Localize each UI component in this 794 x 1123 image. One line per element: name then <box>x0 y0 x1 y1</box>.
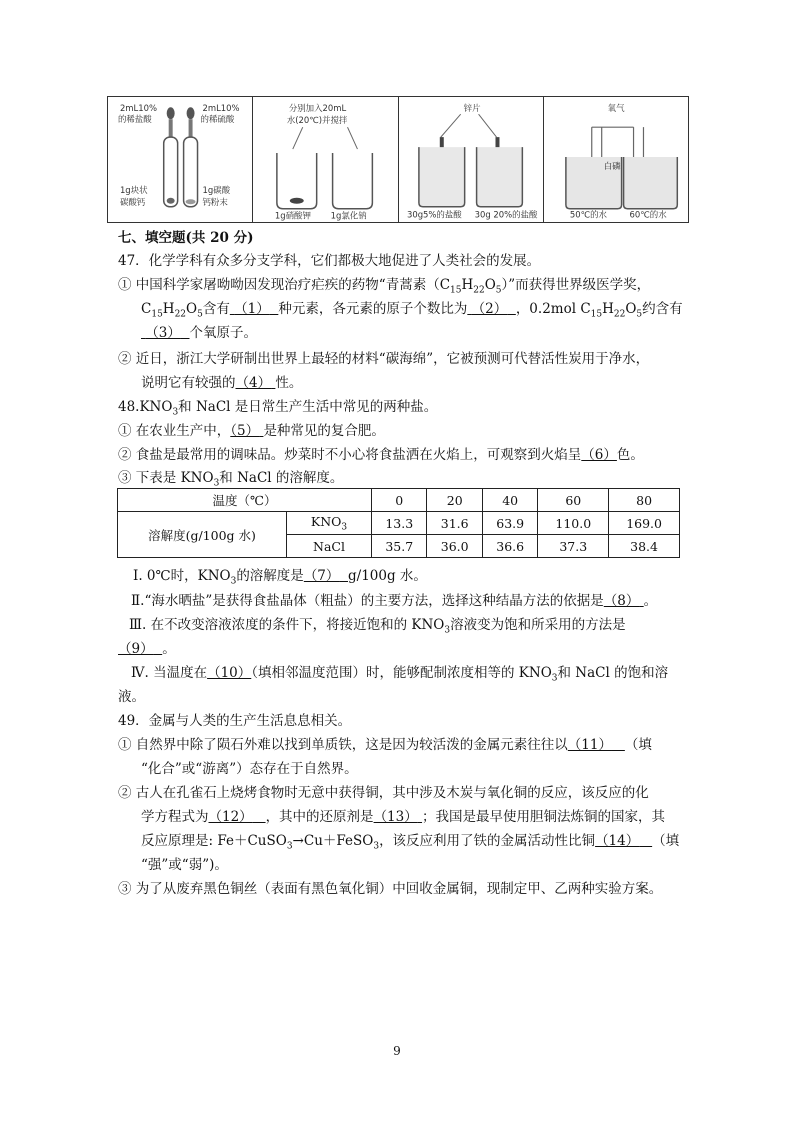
temp-cell: 40 <box>482 489 537 512</box>
q47-sub: 22 <box>473 285 485 296</box>
q48-part2 <box>118 446 644 464</box>
fig3-label-top: 锌片 <box>463 103 481 114</box>
q48-sub: 3 <box>444 625 451 636</box>
q49-text: ，该反应利用了铁的金属活动性比铜 <box>379 833 596 849</box>
figure-4-drawing <box>544 97 688 222</box>
q49-part1-line1 <box>118 736 652 754</box>
q47-sub: 22 <box>174 309 187 320</box>
q47-text: 个氧原子。 <box>189 325 257 341</box>
figure-dissolving-salts <box>253 97 398 222</box>
value-cell: 36.6 <box>482 535 537 558</box>
q49-text: （填 <box>652 833 680 849</box>
q48-text: ① 在农业生产中， <box>118 423 231 439</box>
q48-sub: 3 <box>172 407 179 418</box>
kno3-label <box>287 512 372 535</box>
q49-part3: ③ 为了从废弃黑色铜丝（表面有黑色氧化铜）中回收金属铜，现制定甲、乙两种实验方案。 <box>118 881 663 897</box>
q48-sub-iii <box>129 616 626 640</box>
q47-p1a-h: H <box>461 277 474 293</box>
q47-sub: 22 <box>613 309 626 320</box>
q48-part1 <box>118 422 385 440</box>
blank-11-label: （11） <box>567 737 612 753</box>
q49-part2-line2 <box>141 808 665 826</box>
q47-sub: 5 <box>495 285 502 296</box>
q49-stem: 49．金属与人类的生产生活息息相关。 <box>118 713 352 729</box>
q49-text: →Cu＋FeSO <box>292 833 374 849</box>
figure-2-drawing <box>253 97 397 222</box>
q48-text: g/100g 水。 <box>348 568 427 584</box>
q48-text: 的溶解度是 <box>236 568 304 584</box>
q47-formula-o: O <box>625 301 637 317</box>
value-cell: 63.9 <box>482 512 537 535</box>
value-cell: 31.6 <box>427 512 482 535</box>
q48-text: 和 NaCl 的溶解度。 <box>219 470 344 486</box>
blank-13-label: （13） <box>373 809 418 825</box>
fig3-label-right: 30g 20%的盐酸 <box>474 209 537 220</box>
blank-13[interactable] <box>374 809 422 825</box>
figure-zinc-acid <box>399 97 544 222</box>
q48-text: ③ 下表是 KNO <box>118 470 214 486</box>
nacl-label: NaCl <box>287 535 372 558</box>
q47-text: ，0.2mol C <box>515 301 591 317</box>
q48-text: ② 食盐是最常用的调味品。炒菜时不小心将食盐洒在火焰上，可观察到火焰呈 <box>118 447 582 463</box>
fig2-label-left: 1g硝酸钾 <box>275 210 312 221</box>
q47-stem: 47．化学学科有众多分支学科，它们都极大地促进了人类社会的发展。 <box>118 253 541 269</box>
q47-text: 种元素，各元素的原子个数比为 <box>278 301 468 317</box>
q47-p1a: ① 中国科学家屠呦呦因发现治疗疟疾的药物“青蒿素（C <box>118 277 451 293</box>
q49-part1-line2: “化合”或“游离”）态存在于自然界。 <box>141 761 358 777</box>
q48-text: 和 NaCl 是日常生产生活中常见的两种盐。 <box>178 399 438 415</box>
blank-4-label: （4） <box>235 375 272 391</box>
q47-text: 含有 <box>202 301 230 317</box>
blank-5-label: （5） <box>230 423 260 439</box>
temp-cell: 20 <box>427 489 482 512</box>
q49-part2-line4: “强”或“弱”)。 <box>141 857 228 873</box>
blank-12-label: （12） <box>208 809 253 825</box>
q49-part2-line1: ② 古人在孔雀石上烧烤食物时无意中获得铜，其中涉及木炭与氧化铜的反应，该反应的化 <box>118 785 649 801</box>
solubility-header: 溶解度(g/100g 水) <box>118 512 287 558</box>
fig1-label-bottom-right-2: 钙粉末 <box>202 196 228 207</box>
q47-formula-h: H <box>602 301 614 317</box>
q47-text: 说明它有较强的 <box>141 375 236 391</box>
table-row <box>118 512 680 535</box>
q48-sub-iv <box>131 664 668 688</box>
kno3-sub: 3 <box>341 522 348 533</box>
blank-14-label: （14） <box>595 833 640 849</box>
q47-formula-o: O <box>186 301 198 317</box>
blank-3[interactable] <box>141 325 189 341</box>
fig1-label-bottom-left-2: 碳酸钙 <box>119 196 146 207</box>
q49-sub: 3 <box>373 841 380 852</box>
experiment-figures <box>107 96 689 223</box>
q47-sub: 5 <box>197 309 203 320</box>
section-title: 七、填空题(共 20 分) <box>118 230 254 246</box>
blank-6[interactable] <box>581 447 617 463</box>
q48-text: Ⅳ. 当温度在 <box>131 665 208 681</box>
q49-text: 反应原理是: Fe＋CuSO <box>141 833 287 849</box>
q47-part2-line2 <box>141 374 302 392</box>
fig4-label-left: 50℃的水 <box>569 209 607 220</box>
temp-header: 温度（℃） <box>118 489 372 512</box>
table-row <box>118 489 680 512</box>
blank-6-label: （6） <box>581 447 617 463</box>
temp-cell: 0 <box>372 489 427 512</box>
q48-text: Ⅲ. 在不改变溶液浓度的条件下，将接近饱和的 KNO <box>129 617 445 633</box>
q48-text: 是种常见的复合肥。 <box>263 423 385 439</box>
q49-text: 学方程式为 <box>141 809 209 825</box>
q48-text: 。 <box>643 593 658 609</box>
fig4-label-right: 60℃的水 <box>629 209 667 220</box>
blank-8-label: （8） <box>603 593 640 609</box>
q47-p1a-o: O <box>484 277 496 293</box>
figure-acid-calcium-carbonate <box>108 97 253 222</box>
q48-text: 48.KNO <box>118 399 173 415</box>
kno3-label-text: KNO <box>310 513 342 529</box>
fig1-label-bottom-right-1: 1g碳酸 <box>202 184 231 195</box>
value-cell: 35.7 <box>372 535 427 558</box>
q47-text: 性。 <box>275 375 303 391</box>
value-cell: 169.0 <box>609 512 680 535</box>
value-cell: 37.3 <box>538 535 609 558</box>
q47-part1-line1 <box>118 276 650 300</box>
blank-4[interactable] <box>236 375 276 391</box>
q48-text: Ⅰ. 0℃时，KNO <box>133 568 231 584</box>
q47-part2-line1: ② 近日，浙江大学研制出世界上最轻的材料“碳海绵”，它被预测可代替活性炭用于净水， <box>118 351 650 367</box>
q48-text: 色。 <box>616 447 644 463</box>
blank-9[interactable] <box>118 641 162 657</box>
blank-2[interactable] <box>467 301 515 317</box>
q47-formula-c: C <box>141 301 152 317</box>
value-cell: 38.4 <box>609 535 680 558</box>
q47-sub: 5 <box>636 309 643 320</box>
fig2-label-top-1: 分别加入20mL <box>289 103 347 114</box>
value-cell: 36.0 <box>427 535 482 558</box>
q47-text: 约含有 <box>642 301 683 317</box>
fig4-label-mid: 白磷 <box>603 160 621 171</box>
value-cell: 110.0 <box>538 512 609 535</box>
q48-stem <box>118 398 437 422</box>
fig1-label-top-right-1: 2mL10% <box>202 103 240 114</box>
fig1-label-top-right-2: 的稀硫酸 <box>200 114 235 125</box>
q48-sub-i <box>133 567 427 591</box>
q48-text: 溶液变为饱和所采用的方法是 <box>450 617 626 633</box>
figure-3-drawing <box>399 97 543 222</box>
q48-sub: 3 <box>213 478 220 489</box>
blank-12[interactable] <box>209 809 266 825</box>
blank-2-label: （2） <box>471 301 508 317</box>
q48-text: Ⅱ.“海水晒盐”是获得食盐晶体（粗盐）的主要方法，选择这种结晶方法的依据是 <box>131 593 604 609</box>
q47-part1-line2 <box>141 300 683 324</box>
temp-cell: 60 <box>538 489 609 512</box>
blank-9-label: （9） <box>118 641 154 657</box>
blank-11[interactable] <box>568 737 625 753</box>
q47-sub: 15 <box>151 309 163 320</box>
solubility-table <box>117 488 680 558</box>
blank-1-label: （1） <box>234 301 270 317</box>
q48-sub-ii <box>131 592 657 610</box>
q48-sub-iv-cont: 液。 <box>118 689 145 705</box>
q47-sub: 15 <box>590 309 603 320</box>
q47-sub: 15 <box>450 285 462 296</box>
q47-formula-h: H <box>162 301 175 317</box>
q49-text: ① 自然界中除了陨石外难以找到单质铁，这是因为较活泼的金属元素往往以 <box>118 737 568 753</box>
q49-part2-line3 <box>141 832 679 856</box>
blank-14[interactable] <box>595 833 652 849</box>
blank-10-label: （10） <box>207 665 252 681</box>
blank-10[interactable] <box>207 665 251 681</box>
fig1-label-top-left-2: 的稀盐酸 <box>117 114 152 125</box>
q48-text: （填相邻温度范围）时，能够配制浓度相等的 KNO <box>251 665 552 681</box>
page-number: 9 <box>393 1044 401 1058</box>
q49-text: ，其中的还原剂是 <box>265 809 374 825</box>
q49-text: ；我国是最早使用胆铜法炼铜的国家，其 <box>422 809 666 825</box>
q48-sub: 3 <box>551 673 558 684</box>
figure-white-phosphorus <box>544 97 688 222</box>
fig1-label-bottom-left-1: 1g块状 <box>119 184 148 195</box>
q48-text: 和 NaCl 的饱和溶 <box>557 665 669 681</box>
q49-sub: 3 <box>286 841 293 852</box>
fig1-label-top-left-1: 2mL10% <box>119 103 157 114</box>
q48-text: 。 <box>162 641 176 657</box>
fig3-label-left: 30g5%的盐酸 <box>406 209 462 220</box>
q48-sub: 3 <box>230 576 237 587</box>
fig4-label-top: 氧气 <box>607 103 625 114</box>
q47-part1-line3 <box>141 324 257 342</box>
value-cell: 13.3 <box>372 512 427 535</box>
blank-7[interactable] <box>304 568 348 584</box>
blank-1[interactable] <box>230 301 278 317</box>
temp-cell: 80 <box>609 489 680 512</box>
blank-8[interactable] <box>604 593 644 609</box>
blank-5[interactable] <box>230 423 263 439</box>
fig2-label-top-2: 水(20℃)并搅拌 <box>287 115 348 126</box>
q49-text: （填 <box>624 737 652 753</box>
figure-1-drawing <box>108 97 252 222</box>
blank-3-label: （3） <box>145 325 181 341</box>
q47-p1a-end: ）”而获得世界级医学奖， <box>501 277 651 293</box>
fig2-label-right: 1g氯化钠 <box>330 210 367 221</box>
blank-7-label: （7） <box>303 568 340 584</box>
q48-sub-iii-cont <box>118 640 176 658</box>
